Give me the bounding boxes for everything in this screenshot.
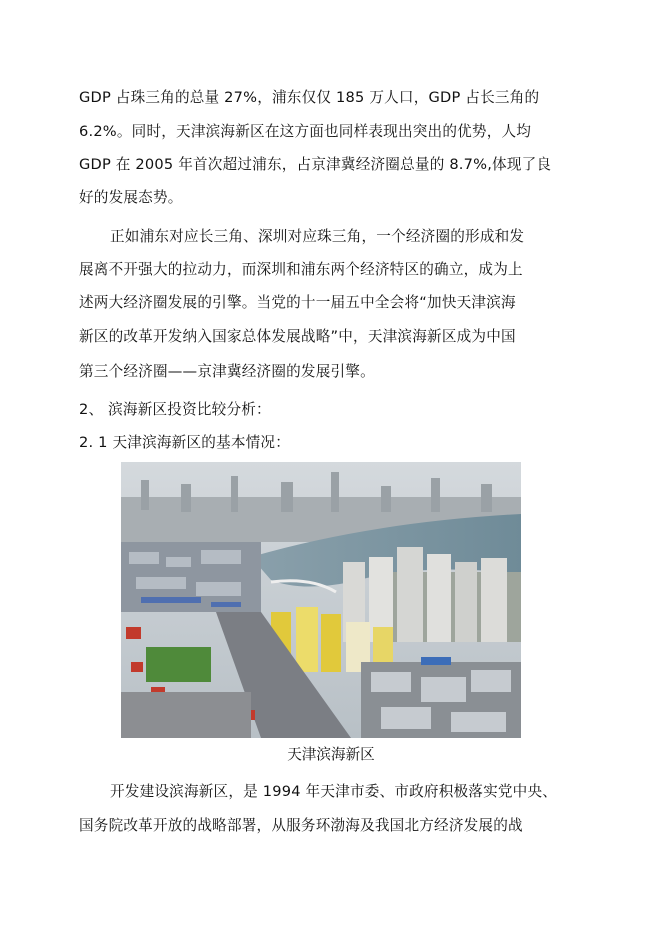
sports-field <box>146 647 211 682</box>
foreground-left <box>121 692 251 738</box>
paragraph-1-line-1: GDP 占珠三角的总量 27%，浦东仅仅 185 万人口，GDP 占长三角的 <box>79 89 540 106</box>
paragraph-2-line-1: 正如浦东对应长三角、深圳对应珠三角，一个经济圈的形成和发 <box>110 228 525 245</box>
paragraph-2-line-3: 述两大经济圈发展的引擎。当党的十一届五中全会将“加快天津滨海 <box>79 294 516 311</box>
binhai-aerial-photo <box>121 462 521 738</box>
paragraph-3-line-1: 开发建设滨海新区，是 1994 年天津市委、市政府积极落实党中央、 <box>110 783 558 800</box>
paragraph-1-line-3: GDP 在 2005 年首次超过浦东，占京津冀经济圈总量的 8.7%,体现了良 <box>79 156 552 173</box>
paragraph-1-line-4: 好的发展态势。 <box>79 189 183 206</box>
section-heading-2-1: 2. 1 天津滨海新区的基本情况： <box>79 434 291 451</box>
blue-roof <box>421 657 451 665</box>
paragraph-2-line-2: 展离不开强大的拉动力，而深圳和浦东两个经济特区的确立，成为上 <box>79 261 523 278</box>
paragraph-2-line-4: 新区的改革开发纳入国家总体发展战略”中，天津滨海新区成为中国 <box>79 328 516 345</box>
paragraph-1-line-2: 6.2%。同时，天津滨海新区在这方面也同样表现出突出的优势，人均 <box>79 123 532 140</box>
figure-caption: 天津滨海新区 <box>287 746 375 763</box>
paragraph-3-line-2: 国务院改革开放的战略部署，从服务环渤海及我国北方经济发展的战 <box>79 817 523 834</box>
paragraph-2-line-5: 第三个经济圈——京津冀经济圈的发展引擎。 <box>79 363 375 380</box>
section-heading-2: 2、 滨海新区投资比较分析： <box>79 401 271 418</box>
